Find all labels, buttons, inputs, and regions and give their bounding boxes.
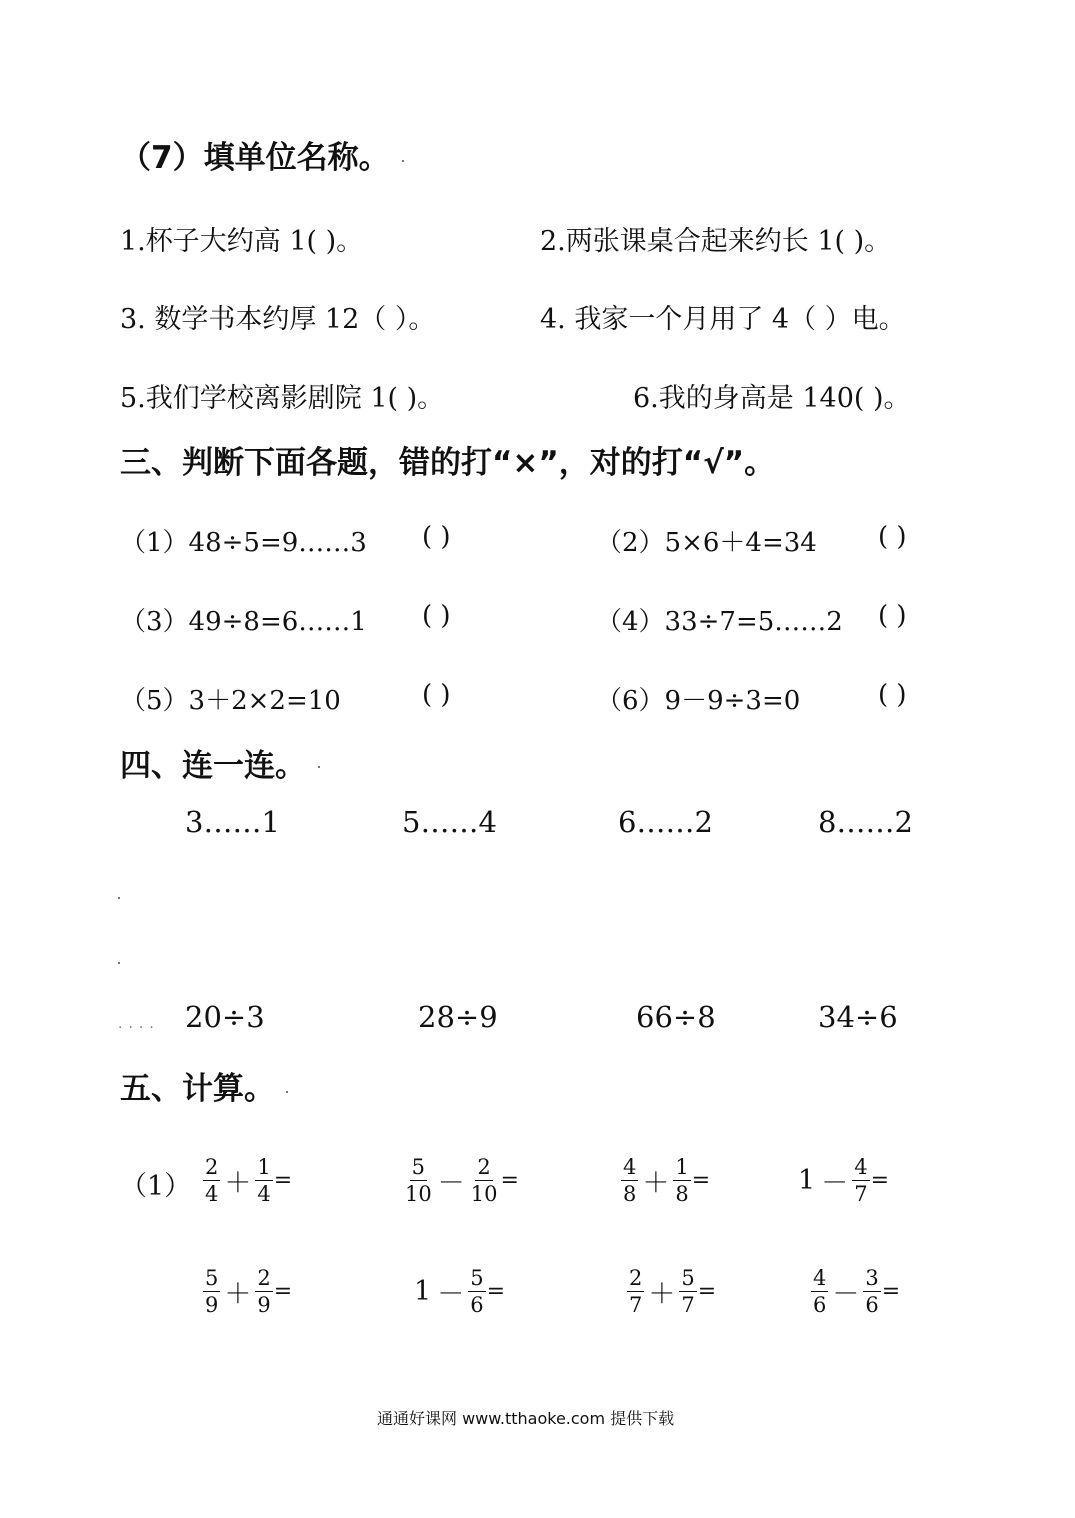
- judge-expr-6: （6）9－9÷3=0: [596, 686, 801, 716]
- stray-dot: [118, 962, 120, 964]
- stray-dot: [118, 897, 120, 899]
- fraction: $\frac{5}{9}$: [205, 1266, 219, 1318]
- match-top-2[interactable]: 5……4: [402, 805, 497, 839]
- calc-problem-7[interactable]: $\frac{2}{7}$ ＋ $\frac{5}{7}$ =: [629, 1266, 717, 1318]
- fraction: $\frac{3}{6}$: [865, 1266, 879, 1318]
- fill-item-6: 6.我的身高是 140( )。: [633, 383, 911, 414]
- fill-item-3: 3. 数学书本约厚 12（ ）。: [120, 304, 436, 335]
- judge-blank-4: ( ): [878, 601, 907, 631]
- section-title-calc: 五、计算。: [120, 1071, 275, 1107]
- section-title-fill-units: （7）填单位名称。: [120, 140, 390, 176]
- calc-problem-4[interactable]: 1 － $\frac{4}{7}$ =: [798, 1155, 889, 1207]
- calc-problem-3[interactable]: $\frac{4}{8}$ ＋ $\frac{1}{8}$ =: [623, 1155, 711, 1207]
- match-top-3[interactable]: 6……2: [618, 805, 713, 839]
- section-title-match: 四、连一连。: [120, 748, 306, 784]
- fill-item-1: 1.杯子大约高 1( )。: [120, 226, 364, 257]
- calc-problem-1[interactable]: $\frac{2}{4}$ ＋ $\frac{1}{4}$ =: [205, 1155, 293, 1207]
- judge-blank-2: ( ): [878, 522, 907, 552]
- calc-problem-6[interactable]: 1 － $\frac{5}{6}$ =: [414, 1266, 505, 1318]
- match-bottom-1[interactable]: 20÷3: [185, 1000, 265, 1034]
- judge-expr-5: （5）3＋2×2=10: [120, 686, 341, 716]
- fraction: $\frac{1}{4}$: [257, 1155, 271, 1207]
- footer-source: 通通好课网 www.tthaoke.com 提供下载: [377, 1409, 675, 1428]
- fraction: $\frac{5}{7}$: [681, 1266, 695, 1318]
- judge-blank-1: ( ): [422, 522, 451, 552]
- stray-dot: [402, 160, 404, 162]
- fraction: $\frac{2}{9}$: [257, 1266, 271, 1318]
- match-bottom-4[interactable]: 34÷6: [818, 1000, 898, 1034]
- match-bottom-3[interactable]: 66÷8: [636, 1000, 716, 1034]
- fraction: $\frac{2}{7}$: [629, 1266, 643, 1318]
- judge-blank-3: ( ): [422, 601, 451, 631]
- fraction: $\frac{4}{7}$: [854, 1155, 868, 1207]
- judge-expr-4: （4）33÷7=5……2: [596, 607, 843, 637]
- judge-expr-3: （3）49÷8=6……1: [120, 607, 367, 637]
- fraction: $\frac{1}{8}$: [675, 1155, 689, 1207]
- judge-blank-5: ( ): [422, 680, 451, 710]
- judge-expr-2: （2）5×6＋4=34: [596, 528, 817, 558]
- fraction: $\frac{5}{10}$: [405, 1155, 432, 1207]
- match-top-1[interactable]: 3……1: [185, 805, 280, 839]
- fraction: $\frac{5}{6}$: [470, 1266, 484, 1318]
- fraction: $\frac{2}{4}$: [205, 1155, 219, 1207]
- fraction: $\frac{4}{8}$: [623, 1155, 637, 1207]
- fill-item-4: 4. 我家一个月用了 4（ ）电。: [540, 304, 906, 335]
- judge-expr-1: （1）48÷5=9……3: [120, 528, 367, 558]
- stray-dot: [286, 1091, 288, 1093]
- stray-dots: ....: [118, 1016, 160, 1032]
- section-title-judge: 三、判断下面各题，错的打“×”，对的打“√”。: [120, 445, 776, 481]
- calc-problem-2[interactable]: $\frac{5}{10}$ － $\frac{2}{10}$ =: [405, 1155, 519, 1207]
- stray-dot: [318, 766, 320, 768]
- calc-problem-5[interactable]: $\frac{5}{9}$ ＋ $\frac{2}{9}$ =: [205, 1266, 293, 1318]
- judge-blank-6: ( ): [878, 680, 907, 710]
- match-bottom-2[interactable]: 28÷9: [418, 1000, 498, 1034]
- fraction: $\frac{4}{6}$: [813, 1266, 827, 1318]
- calc-label: （1）: [120, 1171, 192, 1202]
- calc-problem-8[interactable]: $\frac{4}{6}$ － $\frac{3}{6}$ =: [813, 1266, 901, 1318]
- fill-item-2: 2.两张课桌合起来约长 1( )。: [540, 226, 892, 257]
- fraction: $\frac{2}{10}$: [470, 1155, 498, 1207]
- fill-item-5: 5.我们学校离影剧院 1( )。: [120, 383, 445, 414]
- match-top-4[interactable]: 8……2: [818, 805, 913, 839]
